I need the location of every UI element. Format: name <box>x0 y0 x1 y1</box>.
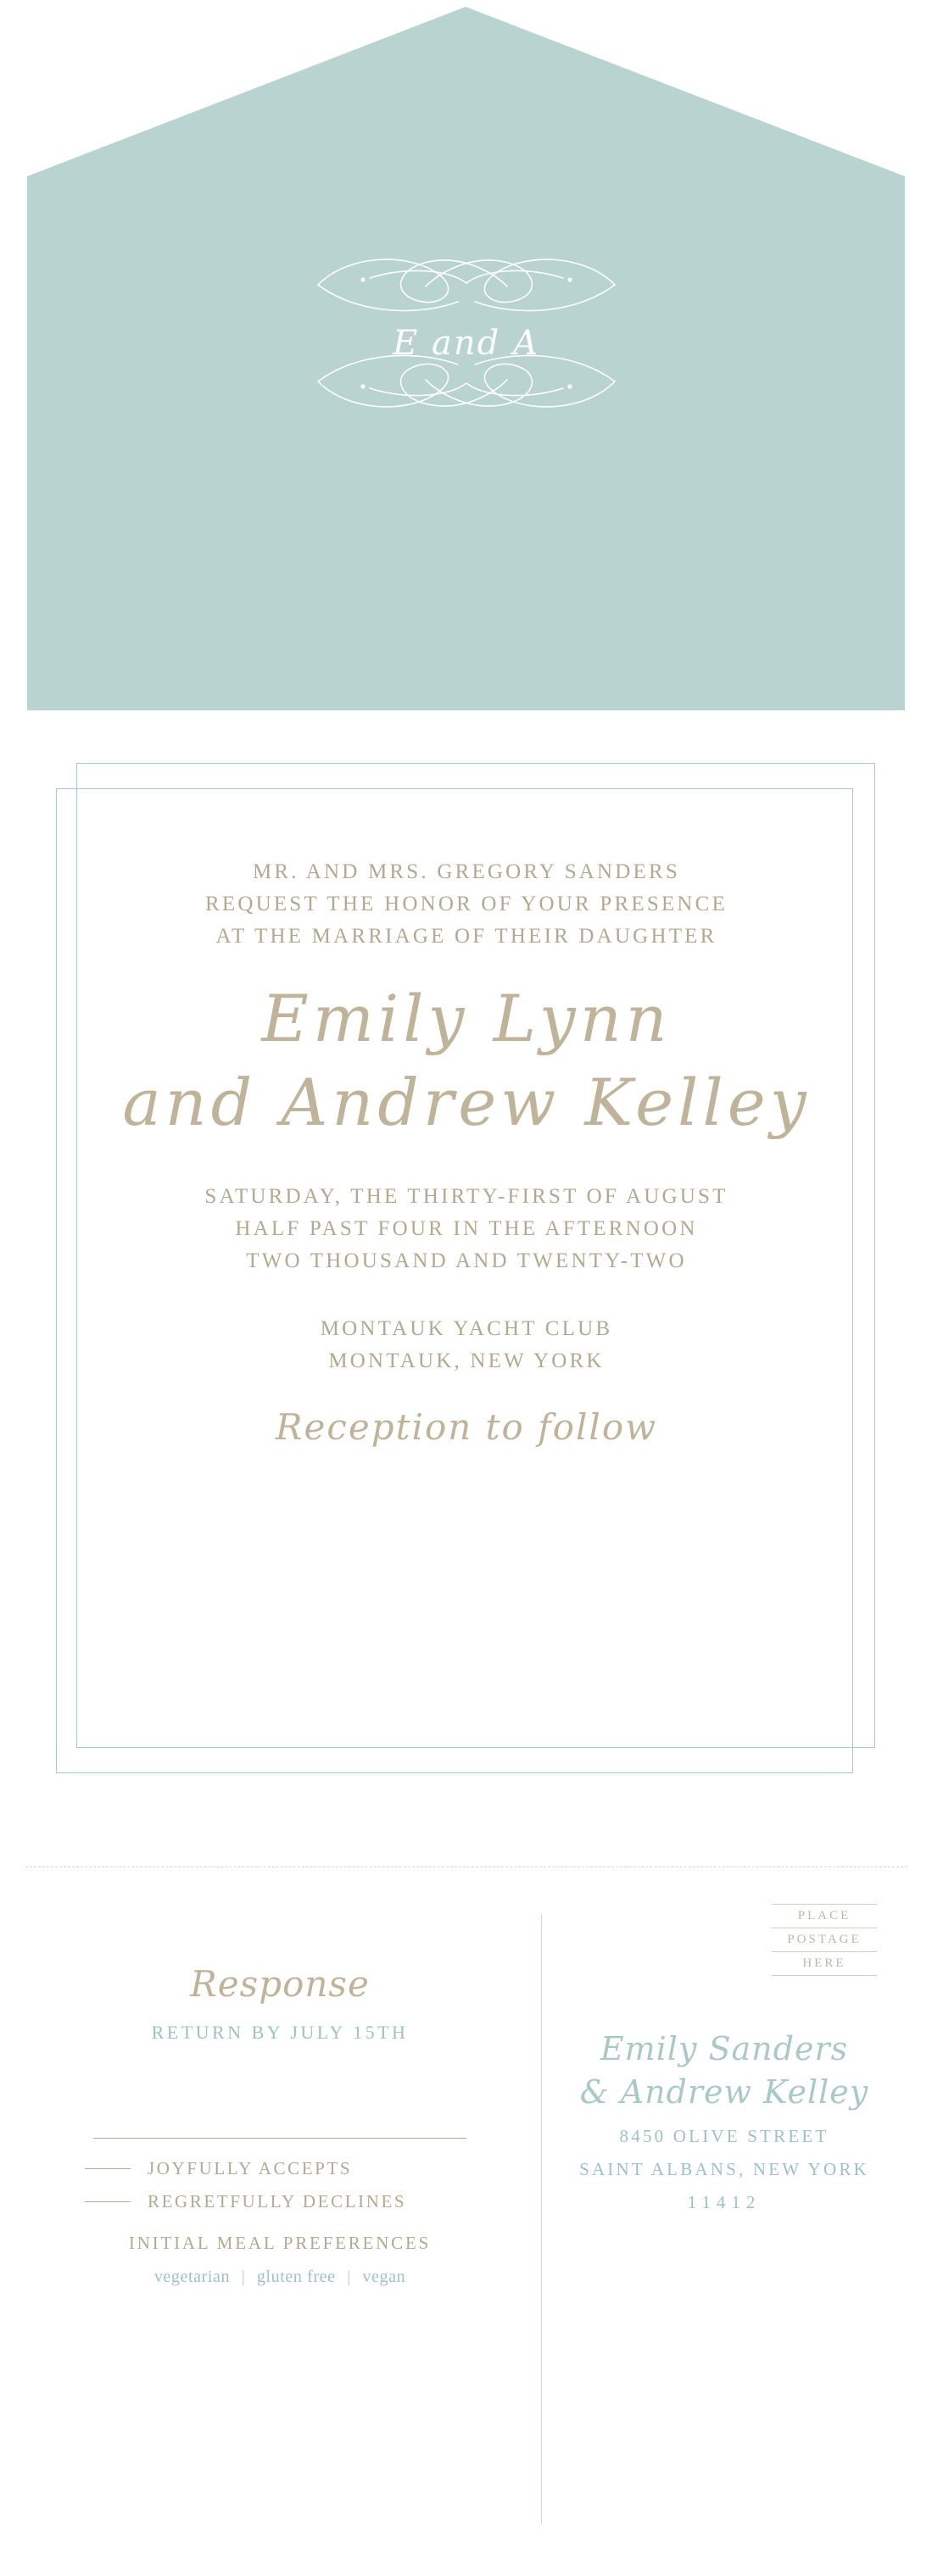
bride-name: Emily Lynn <box>261 981 672 1056</box>
meal-preferences-title: INITIAL MEAL PREFERENCES <box>128 2233 432 2253</box>
reception-note: Reception to follow <box>275 1406 658 1449</box>
decline-blank-line[interactable] <box>85 2201 131 2202</box>
stamp-rule-bottom <box>772 1975 877 1976</box>
envelope-flap <box>27 7 905 710</box>
monogram-initials: E and A <box>393 324 539 363</box>
reply-response-section <box>25 1890 534 2044</box>
addressee-zip: 11412 <box>687 2191 762 2212</box>
stamp-line-1: PLACE <box>797 1909 851 1922</box>
guest-name-write-line[interactable] <box>93 2138 466 2139</box>
reply-card <box>25 1890 907 2560</box>
accept-blank-line[interactable] <box>85 2168 131 2169</box>
rsvp-choice-decline[interactable] <box>25 2191 534 2212</box>
host-line-1: MR. AND MRS. GREGORY SANDERS <box>252 860 681 883</box>
meal-preferences-options <box>25 2267 534 2287</box>
return-by-date: RETURN BY JULY 15TH <box>151 2022 409 2043</box>
stamp-line-2: POSTAGE <box>787 1933 862 1946</box>
addressee-name-line-2: & Andrew Kelley <box>579 2072 869 2111</box>
stamp-placement-box <box>772 1904 877 1976</box>
date-line-3: TWO THOUSAND AND TWENTY-TWO <box>246 1249 687 1273</box>
decline-label: REGRETFULLY DECLINES <box>148 2191 407 2212</box>
addressee-street: 8450 OLIVE STREET <box>619 2125 829 2146</box>
addressee-name-line-1: Emily Sanders <box>600 2030 849 2067</box>
invitation-content <box>51 856 882 1448</box>
host-line-2: REQUEST THE HONOR OF YOUR PRESENCE <box>204 893 728 915</box>
groom-name: and Andrew Kelley <box>122 1064 811 1140</box>
venue-line-2: MONTAUK, NEW YORK <box>328 1349 605 1373</box>
meal-option-vegetarian[interactable]: vegetarian <box>153 2267 231 2286</box>
stamp-line-3: HERE <box>802 1956 846 1970</box>
rsvp-choice-accept[interactable] <box>25 2158 534 2179</box>
date-line-2: HALF PAST FOUR IN THE AFTERNOON <box>235 1217 698 1241</box>
meal-separator-2: | <box>347 2267 351 2286</box>
venue-line-1: MONTAUK YACHT CLUB <box>320 1317 613 1341</box>
invitation-card <box>51 763 882 1831</box>
reply-address-section <box>541 1890 907 2213</box>
meal-option-vegan[interactable]: vegan <box>362 2267 406 2286</box>
response-title: Response <box>190 1963 370 2005</box>
meal-option-gluten-free[interactable]: gluten free <box>256 2267 336 2286</box>
addressee-city-state: SAINT ALBANS, NEW YORK <box>579 2158 869 2179</box>
accept-label: JOYFULLY ACCEPTS <box>148 2158 353 2178</box>
host-line-3: AT THE MARRIAGE OF THEIR DAUGHTER <box>215 925 717 948</box>
meal-separator-1: | <box>241 2267 246 2286</box>
rsvp-choices <box>25 2158 534 2287</box>
date-line-1: SATURDAY, THE THIRTY-FIRST OF AUGUST <box>204 1185 728 1209</box>
monogram <box>27 236 905 431</box>
